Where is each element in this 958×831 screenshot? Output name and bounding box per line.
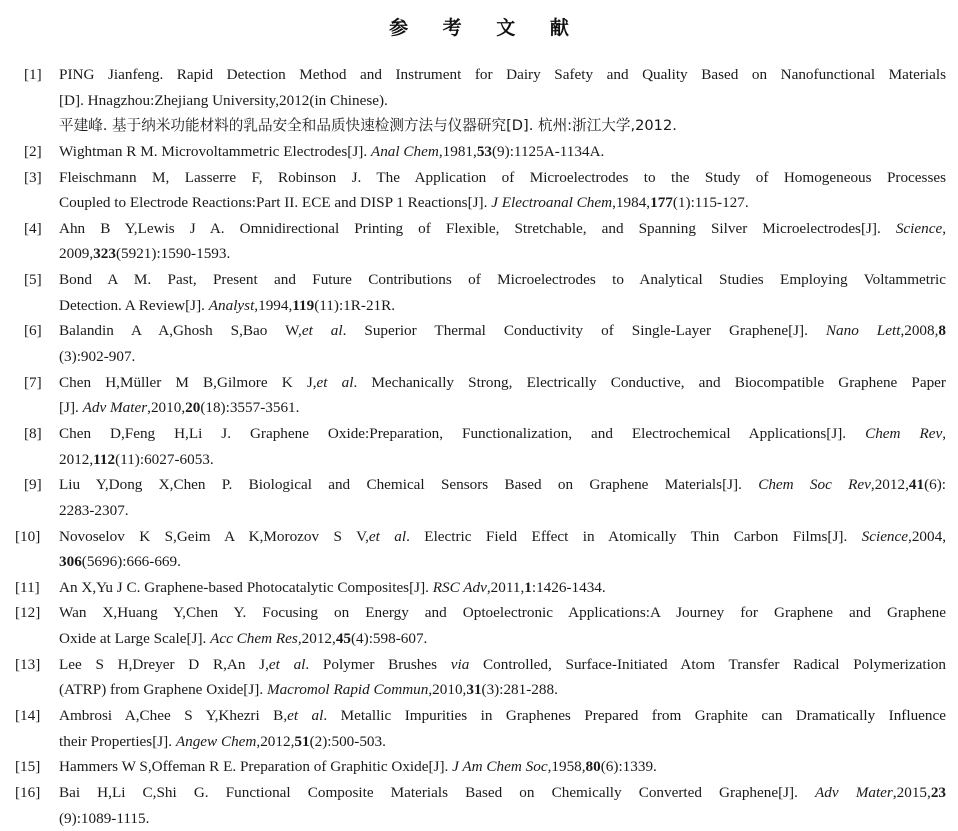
italic-segment: J Electroanal Chem — [491, 194, 613, 212]
text-segment: ,2015, — [892, 783, 931, 801]
text-segment: Wightman R M. Microvoltammetric Electrodes[J]. — [59, 142, 371, 160]
text-segment: Bai H,Li C,Shi G. Functional Composite Materials Based on Chemically Converted Graphene[J]. — [59, 783, 816, 801]
bold-segment: 1 — [524, 578, 532, 596]
text-segment: (6):1339. — [600, 758, 657, 776]
reference-text — [59, 472, 946, 498]
reference-line — [0, 113, 958, 139]
reference-text — [59, 395, 946, 421]
bold-segment: 20 — [185, 399, 201, 417]
text-segment: Hammers W S,Offeman R E. Preparation of Graphitic Oxide[J]. — [59, 758, 453, 776]
reference-item — [0, 575, 958, 601]
reference-text — [59, 754, 946, 780]
reference-item — [0, 780, 958, 831]
text-segment: Chen D,Feng H,Li J. Graphene Oxide:Preparation, Functionalization, and Electrochemical Applications[J]. — [59, 424, 866, 442]
reference-line — [0, 267, 958, 293]
reference-list — [0, 62, 958, 831]
bold-segment: 51 — [294, 732, 310, 750]
text-segment: Chen H,Müller M B,Gilmore K J, — [59, 373, 317, 391]
reference-item — [0, 472, 958, 523]
reference-line — [0, 165, 958, 191]
reference-line — [0, 318, 958, 344]
text-segment: An X,Yu J C. Graphene-based Photocatalytic Composites[J]. — [59, 578, 433, 596]
text-segment: (6): — [924, 476, 946, 494]
reference-item — [0, 216, 958, 267]
bold-segment: 80 — [585, 758, 601, 776]
bold-segment: 112 — [93, 450, 116, 468]
reference-number: [1] — [24, 66, 42, 83]
text-segment: . Polymer Brushes — [305, 655, 451, 673]
text-segment: Ahn B Y,Lewis J A. Omnidirectional Printing of Flexible, Stretchable, and Spanning Silver Microelectrodes[J]. — [59, 219, 896, 237]
reference-number: [12] — [15, 604, 41, 622]
references-heading: 参 考 文 献 — [389, 17, 583, 39]
text-segment: Lee S H,Dreyer D R,An J, — [59, 655, 269, 673]
reference-text — [59, 703, 946, 729]
text-segment: . Metallic Impurities in Graphenes Prepared from Graphite can Dramatically Influence — [323, 707, 946, 725]
reference-line — [0, 421, 958, 447]
italic-segment: Adv Mater — [815, 783, 893, 801]
reference-line — [0, 524, 958, 550]
bold-segment: 177 — [650, 194, 673, 212]
reference-text — [59, 318, 946, 344]
text-segment: 2283-2307. — [59, 501, 129, 519]
reference-number: [4] — [24, 219, 42, 237]
text-segment: . Superior Thermal Conductivity of Single-Layer Graphene[J]. — [342, 322, 826, 340]
reference-line — [0, 703, 958, 729]
italic-segment: Macromol Rapid Commun — [266, 681, 429, 699]
text-segment: :1426-1434. — [531, 578, 606, 596]
reference-line — [0, 190, 958, 216]
reference-line — [0, 806, 958, 831]
reference-line — [0, 600, 958, 626]
reference-text — [59, 62, 946, 88]
reference-line — [0, 88, 958, 114]
reference-line — [0, 652, 958, 678]
text-segment: 2009, — [59, 245, 94, 263]
italic-segment: Chem Rev — [865, 424, 943, 442]
text-segment: Detection. A Review[J]. — [59, 296, 209, 314]
reference-line — [0, 626, 958, 652]
reference-text — [59, 780, 946, 806]
reference-line — [0, 729, 958, 755]
text-segment: Liu Y,Dong X,Chen P. Biological and Chemical Sensors Based on Graphene Materials[J]. — [59, 476, 759, 494]
reference-text — [59, 113, 946, 139]
reference-text — [59, 344, 946, 370]
text-segment: Oxide at Large Scale[J]. — [59, 630, 211, 648]
text-segment: . Electric Field Effect in Atomically Thin Carbon Films[J]. — [406, 527, 862, 545]
reference-text — [59, 652, 946, 678]
text-segment: ,2008, — [900, 322, 939, 340]
reference-item — [0, 139, 958, 165]
italic-segment: Nano Lett — [825, 322, 901, 340]
bold-segment: 31 — [466, 681, 482, 699]
text-segment: ,2012, — [297, 630, 336, 648]
reference-line — [0, 216, 958, 242]
reference-number: [13] — [15, 655, 41, 673]
reference-text — [59, 600, 946, 626]
text-segment: (9):1125A-1134A. — [492, 142, 605, 160]
text-segment: (2):500-503. — [309, 732, 386, 750]
italic-segment: Acc Chem Res — [210, 630, 298, 648]
reference-item — [0, 703, 958, 754]
italic-segment: Analyst — [208, 296, 255, 314]
reference-line — [0, 293, 958, 319]
text-segment: their Properties[J]. — [59, 732, 176, 750]
text-segment: Balandin A A,Ghosh S,Bao W, — [59, 322, 302, 340]
italic-segment: et al — [301, 322, 343, 340]
text-segment: (4):598-607. — [351, 630, 428, 648]
text-segment: . Mechanically Strong, Electrically Conductive, and Biocompatible Graphene Paper — [353, 373, 946, 391]
text-segment: Ambrosi A,Chee S Y,Khezri B, — [59, 707, 288, 725]
text-segment: (ATRP) from Graphene Oxide[J]. — [59, 681, 267, 699]
bold-segment: 306 — [59, 553, 82, 571]
italic-segment: J Am Chem Soc — [452, 758, 548, 776]
reference-text — [59, 88, 946, 114]
reference-item — [0, 267, 958, 318]
reference-text — [59, 626, 946, 652]
text-segment: ,2004, — [908, 527, 946, 545]
italic-segment: Science — [895, 219, 943, 237]
text-segment: (3):902-907. — [59, 348, 136, 366]
text-segment: (5696):666-669. — [81, 553, 181, 571]
text-segment: Fleischmann M, Lasserre F, Robinson J. The Application of Microelectrodes to the Study of Homogeneous Processes — [59, 168, 946, 186]
reference-number: [2] — [24, 142, 42, 160]
text-segment: , — [942, 219, 946, 237]
reference-line — [0, 395, 958, 421]
reference-line — [0, 447, 958, 473]
text-segment: ,2012, — [256, 732, 295, 750]
reference-item — [0, 421, 958, 472]
text-segment: [D]. Hnagzhou:Zhejiang University,2012(in Chinese). — [59, 91, 388, 109]
reference-item — [0, 318, 958, 369]
reference-number: [7] — [24, 373, 42, 391]
italic-segment: et al — [268, 655, 306, 673]
bold-segment: 23 — [930, 783, 946, 801]
reference-text — [59, 498, 946, 524]
reference-line — [0, 472, 958, 498]
reference-text — [59, 216, 946, 242]
text-segment: ,1958, — [547, 758, 586, 776]
bold-segment: 323 — [93, 245, 116, 263]
text-segment: (1):115-127. — [672, 194, 749, 212]
reference-line — [0, 370, 958, 396]
italic-segment: et al — [368, 527, 407, 545]
reference-text — [59, 139, 946, 165]
reference-line — [0, 575, 958, 601]
text-segment: (3):281-288. — [481, 681, 558, 699]
text-segment: PING Jianfeng. Rapid Detection Method and Instrument for Dairy Safety and Quality Based on Nanofunctional Materials — [59, 66, 946, 83]
text-segment: Controlled, Surface-Initiated Atom Transfer Radical Polymerization — [469, 655, 946, 673]
reference-number: [11] — [15, 578, 40, 596]
text-segment: (5921):1590-1593. — [115, 245, 231, 263]
text-segment: 2012, — [59, 450, 94, 468]
reference-item — [0, 600, 958, 651]
reference-item — [0, 370, 958, 421]
reference-text — [59, 190, 946, 216]
reference-text — [59, 241, 946, 267]
text-segment: (11):6027-6053. — [115, 450, 214, 468]
text-segment: Novoselov K S,Geim A K,Morozov S V, — [59, 527, 369, 545]
text-segment: ,1981, — [438, 142, 477, 160]
reference-number: [10] — [15, 527, 41, 545]
reference-line — [0, 549, 958, 575]
text-segment: ,2012, — [870, 476, 909, 494]
italic-segment: Adv Mater — [82, 399, 148, 417]
reference-number: [3] — [24, 168, 42, 186]
text-segment: (9):1089-1115. — [59, 809, 150, 827]
reference-line — [0, 344, 958, 370]
reference-item — [0, 652, 958, 703]
reference-text — [59, 575, 946, 601]
reference-number: [15] — [15, 758, 41, 776]
reference-line — [0, 780, 958, 806]
text-segment: ,2010, — [428, 681, 467, 699]
reference-line — [0, 62, 958, 88]
text-segment: Coupled to Electrode Reactions:Part II. ECE and DISP 1 Reactions[J]. — [59, 194, 492, 212]
reference-number: [14] — [15, 707, 41, 725]
italic-segment: Chem Soc Rev — [758, 476, 871, 494]
reference-text — [59, 729, 946, 755]
reference-text — [59, 806, 946, 831]
reference-number: [16] — [15, 783, 41, 801]
reference-text — [59, 677, 946, 703]
reference-text — [59, 524, 946, 550]
italic-segment: Anal Chem — [370, 142, 439, 160]
text-segment: Wan X,Huang Y,Chen Y. Focusing on Energy and Optoelectronic Applications:A Journey for Graphene and Graphene — [59, 604, 946, 622]
italic-segment: et al — [287, 707, 324, 725]
reference-item — [0, 524, 958, 575]
italic-segment: et al — [316, 373, 354, 391]
reference-text — [59, 165, 946, 191]
reference-text — [59, 549, 946, 575]
bold-segment: 41 — [908, 476, 925, 494]
text-segment: (11):1R-21R. — [314, 296, 396, 314]
reference-text — [59, 370, 946, 396]
reference-text — [59, 293, 946, 319]
text-segment: 平建峰. 基于纳米功能材料的乳品安全和品质快速检测方法与仪器研究[D]. 杭州:浙江大学,2012. — [59, 117, 677, 135]
reference-text — [59, 421, 946, 447]
text-segment: ,2010, — [147, 399, 186, 417]
italic-segment: Science — [861, 527, 909, 545]
text-segment: ,1984, — [612, 194, 651, 212]
reference-text — [59, 447, 946, 473]
bold-segment: 119 — [292, 296, 315, 314]
reference-number: [9] — [24, 476, 42, 494]
reference-line — [0, 139, 958, 165]
reference-item — [0, 62, 958, 139]
bold-segment: 45 — [335, 630, 351, 648]
bold-segment: 8 — [938, 322, 946, 340]
text-segment: (18):3557-3561. — [200, 399, 300, 417]
italic-segment: via — [450, 655, 470, 673]
reference-text — [59, 267, 946, 293]
italic-segment: Angew Chem — [175, 732, 257, 750]
text-segment: [J]. — [59, 399, 83, 417]
text-segment: ,1994, — [254, 296, 293, 314]
reference-number: [5] — [24, 271, 42, 289]
reference-line — [0, 677, 958, 703]
reference-line — [0, 754, 958, 780]
italic-segment: RSC Adv — [432, 578, 487, 596]
text-segment: , — [942, 424, 946, 442]
reference-number: [6] — [24, 322, 42, 340]
reference-line — [0, 241, 958, 267]
text-segment: ,2011, — [486, 578, 525, 596]
reference-number: [8] — [24, 424, 42, 442]
reference-line — [0, 498, 958, 524]
reference-item — [0, 754, 958, 780]
reference-item — [0, 165, 958, 216]
bold-segment: 53 — [476, 142, 492, 160]
text-segment: Bond A M. Past, Present and Future Contributions of Microelectrodes to Analytical Studies Employing Voltammetric — [59, 271, 946, 289]
